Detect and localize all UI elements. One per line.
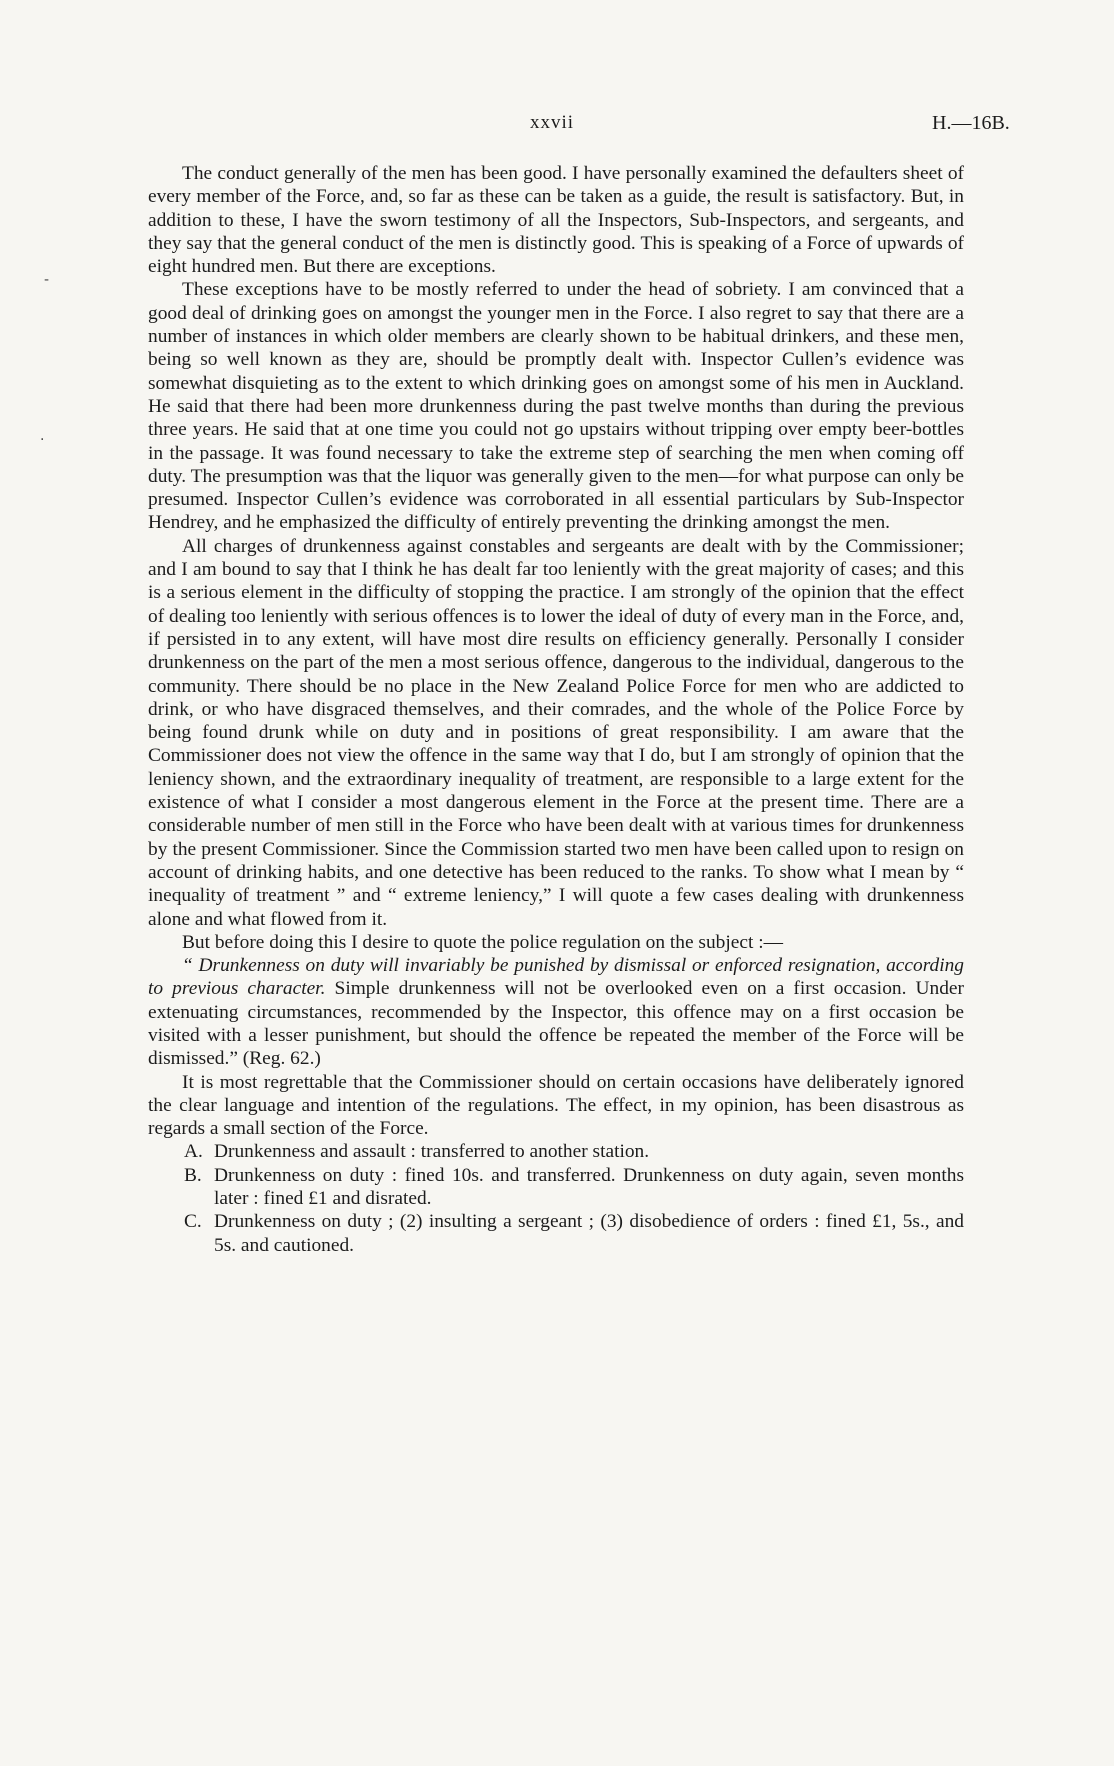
paragraph-regrettable: It is most regrettable that the Commissioner should on certain occasions have deliberately ignored the clear language and intention of the regulations. The effect, in my opinion, has been disastrous as regards a small section of the Force. (148, 1071, 964, 1140)
case-item (148, 1164, 964, 1211)
paragraph-drunkenness-charges: All charges of drunkenness against constables and sergeants are dealt with by the Commissioner; and I am bound to say that I think he has dealt far too leniently with the great majority of cases; and this is a serious element in the difficulty of stopping the practice. I am strongly of the opinion that the effect of dealing too leniently with serious offences is to lower the ideal of duty of every man in the Force, and, if persisted in to any extent, will have most dire results on efficiency generally. Personally I consider drunkenness on the part of the men a most serious offence, dangerous to the individual, dangerous to the community. There should be no place in the New Zealand Police Force for men who are addicted to drink, or who have disgraced themselves, and their comrades, and the whole of the Police Force by being found drunk while on duty and in positions of great responsibility. I am aware that the Commissioner does not view the offence in the same way that I do, but I am strongly of opinion that the leniency shown, and the extraordinary inequality of treatment, are responsible to a large extent for the existence of what I consider a most dangerous element in the Force at the present time. There are a considerable number of men still in the Force who have been dealt with at various times for drunkenness by the present Commissioner. Since the Commission started two men have been called upon to resign on account of drinking habits, and one detective has been reduced to the ranks. To show what I mean by “ inequality of treatment ” and “ extreme leniency,” I will quote a few cases dealing with drunkenness alone and what flowed from it. (148, 535, 964, 930)
case-item (148, 1140, 964, 1163)
case-label: C. (184, 1211, 202, 1233)
margin-dash-mark: - (44, 272, 50, 288)
paragraph-conduct: The conduct generally of the men has been good. I have personally examined the defaulters sheet of every member of the Force, and, so far as these can be taken as a guide, the result is satisfactory. But, in addition to these, I have the sworn testimony of all the Inspectors, Sub-Inspectors, and sergeants, and they say that the general conduct of the men is distinctly good. This is speaking of a Force of upwards of eight hundred men. But there are exceptions. (148, 163, 964, 278)
case-list (148, 1140, 964, 1256)
case-text: Drunkenness and assault : transferred to another station. (214, 1141, 650, 1163)
case-label: B. (184, 1164, 202, 1186)
report-body (148, 162, 964, 1257)
regulation-quote (148, 954, 964, 1070)
page-number: xxvii (530, 112, 575, 133)
page-header (0, 112, 1114, 142)
paragraph-regulation-intro: But before doing this I desire to quote the police regulation on the subject :— (182, 931, 783, 953)
regulation-quote-italic: “ Drunkenness on duty will invariably be punished by dismissal or enforced resignation, according to previous character. (148, 955, 964, 1000)
case-text: Drunkenness on duty ; (2) insulting a sergeant ; (3) disobedience of orders : fined £1, 5s., and 5s. and cautioned. (214, 1211, 964, 1256)
case-text: Drunkenness on duty : fined 10s. and transferred. Drunkenness on duty again, seven months later : fined £1 and disrated. (214, 1164, 964, 1210)
case-item (148, 1210, 964, 1257)
case-label: A. (184, 1141, 203, 1163)
regulation-quote-text: Simple drunkenness will not be overlooked even on a first occasion. Under extenuating circumstances, recommended by the Inspector, this offence may on a first occasion be visited with a lesser punishment, but should the offence be repeated the member of the Force will be dismissed.” (Reg. 62.) (148, 978, 964, 1070)
paragraph-exceptions: These exceptions have to be mostly referred to under the head of sobriety. I am convinced that a good deal of drinking goes on amongst the younger men in the Force. I also regret to say that there are a number of instances in which older members are clearly shown to be habitual drinkers, and these men, being so well known as they are, should be promptly dealt with. Inspector Cullen’s evidence was somewhat disquieting as to the extent to which drinking goes on amongst some of his men in Auckland. He said that there had been more drunkenness during the past twelve months than during the previous three years. He said that at one time you could not go upstairs without tripping over empty beer-bottles in the passage. It was found necessary to take the extreme step of searching the men when coming off duty. The presumption was that the liquor was generally given to the men—for what purpose can only be presumed. Inspector Cullen’s evidence was corroborated in all essential particulars by Sub-Inspector Hendrey, and he emphasized the difficulty of entirely preventing the drinking amongst the men. (148, 279, 964, 534)
margin-dot-mark: · (40, 432, 45, 448)
document-reference: H.—16B. (932, 112, 1010, 134)
